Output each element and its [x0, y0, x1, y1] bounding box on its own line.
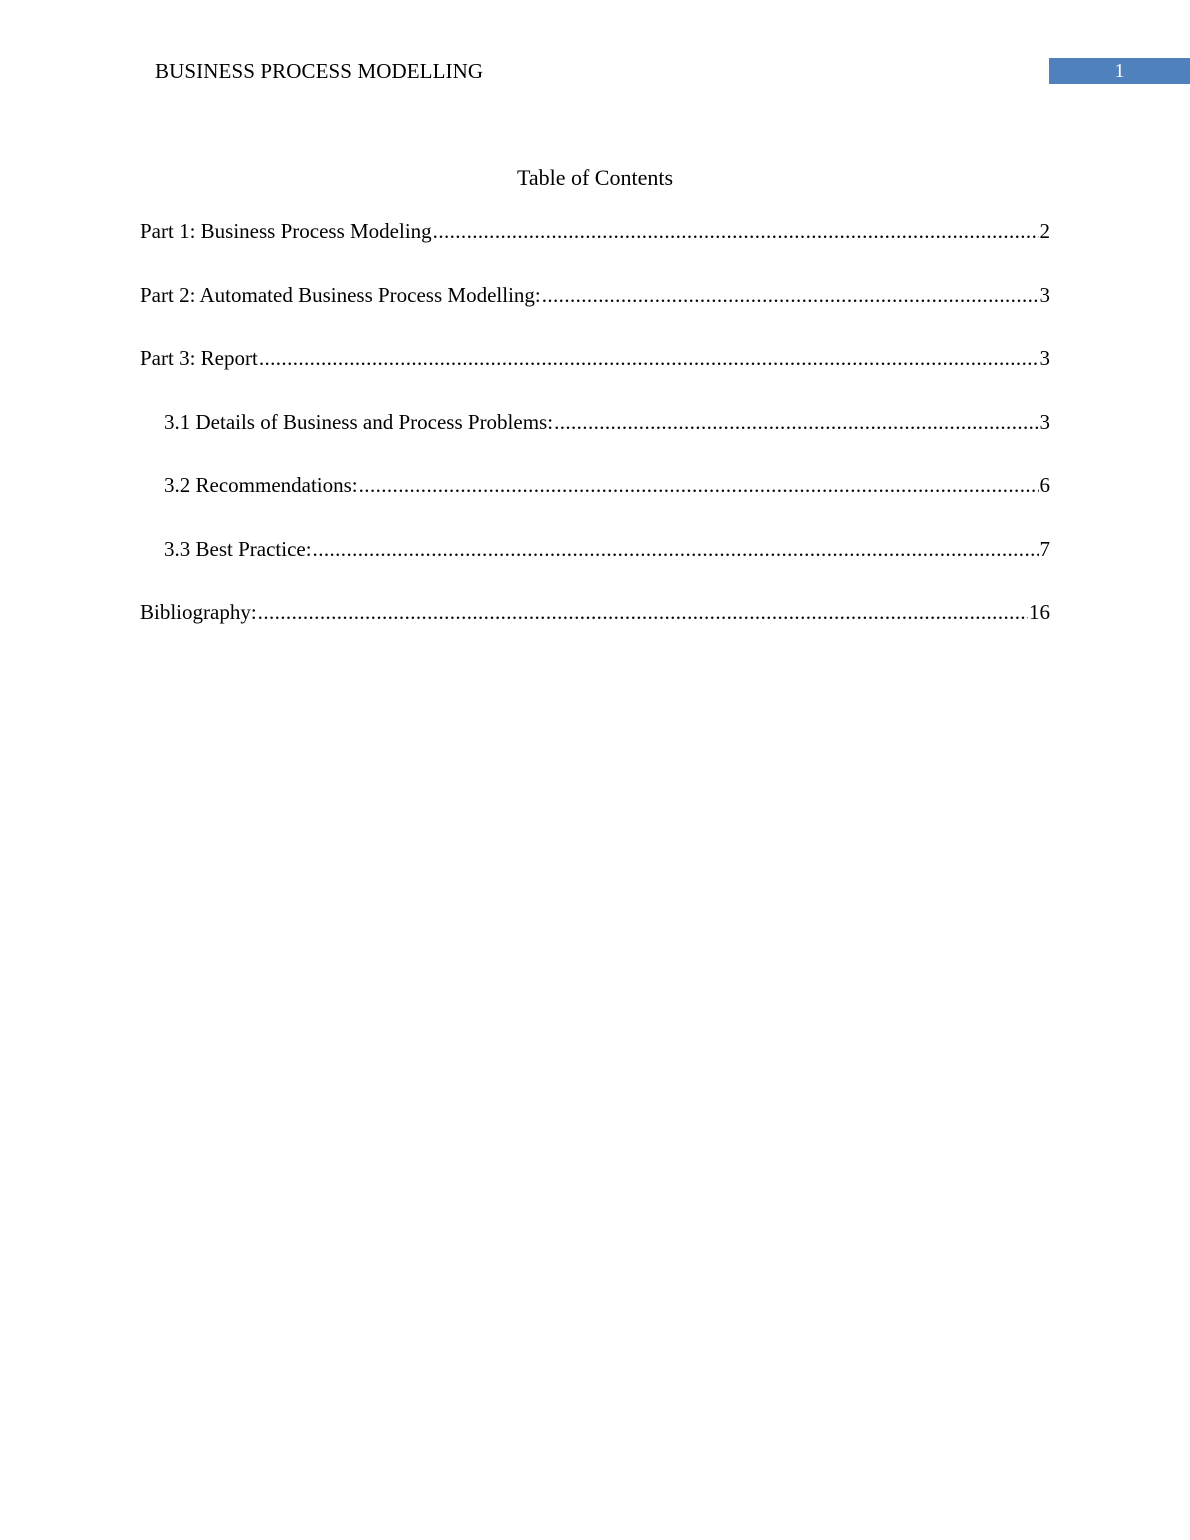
toc-entry-label: Part 2: Automated Business Process Modelling: [140, 282, 541, 307]
toc-entry-page: 3 [1039, 346, 1050, 370]
page-header [0, 56, 1190, 86]
toc-entry-label: 3.3 Best Practice: [164, 536, 312, 561]
toc-entry-page: 3 [1039, 282, 1050, 307]
toc-entry-3-2[interactable] [140, 471, 1050, 535]
toc-dot-leader [259, 344, 1039, 372]
toc-entry-bibliography[interactable] [140, 598, 1050, 662]
toc-entry-3-3[interactable] [140, 535, 1050, 599]
toc-entry-page: 16 [1029, 600, 1050, 624]
toc-dot-leader [359, 471, 1039, 499]
toc-dot-leader [542, 281, 1039, 309]
toc-entry-part-1[interactable] [140, 217, 1050, 281]
toc-dot-leader [258, 598, 1028, 626]
toc-entry-3-1[interactable] [140, 408, 1050, 472]
running-head: BUSINESS PROCESS MODELLING [155, 59, 484, 83]
toc-dot-leader [554, 408, 1038, 436]
toc-entry-part-3[interactable] [140, 344, 1050, 408]
toc-entry-page: 6 [1039, 473, 1050, 497]
toc-entry-page: 3 [1039, 409, 1050, 434]
toc-title: Table of Contents [516, 165, 674, 190]
toc-dot-leader [313, 535, 1039, 563]
toc-entry-page: 7 [1039, 536, 1050, 561]
toc-entry-part-2[interactable] [140, 281, 1050, 345]
toc-entry-page: 2 [1039, 219, 1050, 243]
toc-entry-label: 3.2 Recommendations: [164, 473, 358, 497]
toc-dot-leader [433, 217, 1039, 245]
table-of-contents [140, 217, 1050, 662]
toc-entry-label: 3.1 Details of Business and Process Problems: [164, 409, 554, 434]
page-number-badge: 1 [1049, 58, 1190, 84]
toc-entry-label: Bibliography: [140, 600, 257, 624]
toc-entry-label: Part 3: Report [140, 346, 258, 370]
toc-entry-label: Part 1: Business Process Modeling [140, 219, 432, 243]
